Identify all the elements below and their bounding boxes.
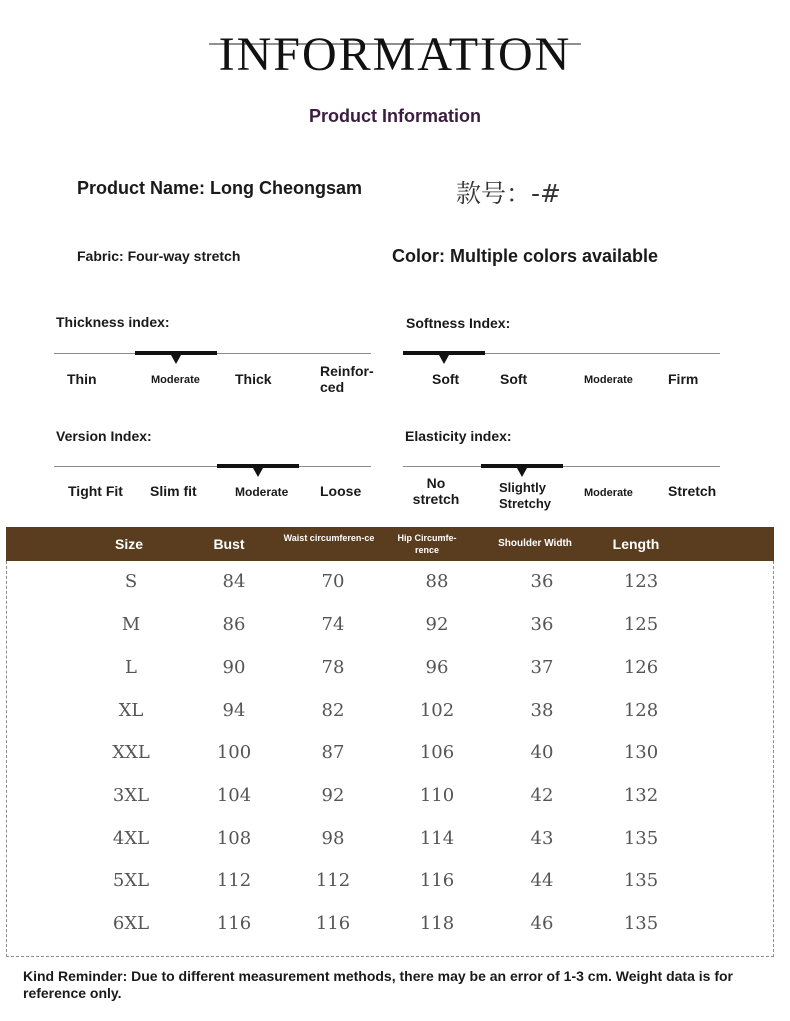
size-cell: M bbox=[121, 614, 141, 635]
measurement-cell: 128 bbox=[623, 700, 659, 721]
measurement-cell: 106 bbox=[419, 742, 455, 763]
measurement-cell: 38 bbox=[530, 700, 554, 721]
measurement-cell: 84 bbox=[222, 571, 246, 592]
version-pointer-icon bbox=[253, 468, 263, 477]
thickness-option: Moderate bbox=[151, 374, 200, 386]
size-cell: L bbox=[125, 657, 137, 678]
elasticity-option: Slightly Stretchy bbox=[499, 480, 552, 511]
measurement-cell: 110 bbox=[419, 785, 455, 806]
version-option: Tight Fit bbox=[68, 483, 123, 499]
page-subtitle: Product Information bbox=[309, 106, 481, 126]
product-name: Product Name: Long Cheongsam bbox=[77, 178, 363, 198]
size-cell: 6XL bbox=[112, 913, 150, 934]
size-cell: 4XL bbox=[112, 828, 150, 849]
kind-reminder: Kind Reminder: Due to different measurement methods, there may be an error of 1-3 cm. Weight data is for reference only. bbox=[23, 968, 733, 1001]
measurement-cell: 100 bbox=[216, 742, 252, 763]
measurement-cell: 104 bbox=[216, 785, 252, 806]
header-shoulder: Shoulder Width bbox=[498, 538, 572, 549]
thickness-option: Thick bbox=[235, 371, 272, 387]
measurement-cell: 87 bbox=[321, 742, 345, 763]
header-bust: Bust bbox=[213, 536, 245, 552]
measurement-cell: 98 bbox=[321, 828, 345, 849]
thickness-index-title: Thickness index: bbox=[56, 314, 170, 330]
softness-pointer-icon bbox=[439, 355, 449, 364]
elasticity-option: No stretch bbox=[412, 475, 460, 507]
version-option: Slim fit bbox=[150, 483, 197, 499]
thickness-option: Thin bbox=[67, 371, 97, 387]
measurement-cell: 126 bbox=[623, 657, 659, 678]
measurement-cell: 116 bbox=[216, 913, 252, 934]
measurement-cell: 70 bbox=[321, 571, 345, 592]
size-cell: 3XL bbox=[112, 785, 150, 806]
measurement-cell: 135 bbox=[623, 870, 659, 891]
measurement-cell: 118 bbox=[419, 913, 455, 934]
measurement-cell: 132 bbox=[623, 785, 659, 806]
measurement-cell: 92 bbox=[321, 785, 345, 806]
measurement-cell: 44 bbox=[530, 870, 554, 891]
thickness-option: Reinfor-ced bbox=[320, 363, 374, 395]
softness-option: Soft bbox=[500, 371, 528, 387]
measurement-cell: 36 bbox=[530, 614, 554, 635]
elasticity-index-title: Elasticity index: bbox=[405, 428, 512, 444]
measurement-cell: 116 bbox=[419, 870, 455, 891]
measurement-cell: 90 bbox=[222, 657, 246, 678]
measurement-cell: 42 bbox=[530, 785, 554, 806]
thickness-pointer-icon bbox=[171, 355, 181, 364]
measurement-cell: 94 bbox=[222, 700, 246, 721]
color-label: Color: Multiple colors available bbox=[392, 246, 659, 266]
header-length: Length bbox=[612, 536, 660, 552]
measurement-cell: 40 bbox=[530, 742, 554, 763]
model-number: 款号：-# bbox=[456, 179, 561, 208]
elasticity-option: Stretch bbox=[668, 483, 717, 499]
size-cell: XXL bbox=[112, 742, 150, 763]
logo-text: INFORMATION bbox=[218, 28, 572, 81]
measurement-cell: 43 bbox=[530, 828, 554, 849]
version-option: Loose bbox=[320, 483, 362, 499]
measurement-cell: 116 bbox=[315, 913, 351, 934]
measurement-cell: 102 bbox=[419, 700, 455, 721]
measurement-cell: 37 bbox=[530, 657, 554, 678]
measurement-cell: 46 bbox=[530, 913, 554, 934]
measurement-cell: 74 bbox=[321, 614, 345, 635]
size-table-header bbox=[6, 527, 774, 561]
version-option: Moderate bbox=[235, 485, 289, 499]
header-hip: Hip Circumfe-rence bbox=[397, 533, 457, 555]
softness-option: Moderate bbox=[584, 374, 633, 386]
measurement-cell: 86 bbox=[222, 614, 246, 635]
elasticity-pointer-icon bbox=[517, 468, 527, 477]
measurement-cell: 112 bbox=[315, 870, 351, 891]
version-scale-line bbox=[54, 466, 371, 467]
measurement-cell: 36 bbox=[530, 571, 554, 592]
size-cell: S bbox=[124, 571, 138, 592]
measurement-cell: 130 bbox=[623, 742, 659, 763]
version-index-title: Version Index: bbox=[56, 428, 152, 444]
measurement-cell: 123 bbox=[623, 571, 659, 592]
measurement-cell: 135 bbox=[623, 828, 659, 849]
measurement-cell: 112 bbox=[216, 870, 252, 891]
fabric-label: Fabric: Four-way stretch bbox=[77, 248, 241, 264]
measurement-cell: 92 bbox=[425, 614, 449, 635]
measurement-cell: 82 bbox=[321, 700, 345, 721]
header-size: Size bbox=[114, 536, 143, 552]
softness-option: Firm bbox=[668, 371, 699, 387]
measurement-cell: 125 bbox=[623, 614, 659, 635]
softness-option: Soft bbox=[432, 371, 460, 387]
measurement-cell: 88 bbox=[425, 571, 449, 592]
elasticity-option: Moderate bbox=[584, 487, 633, 499]
header-waist: Waist circumferen-ce bbox=[283, 533, 375, 543]
measurement-cell: 114 bbox=[419, 828, 455, 849]
measurement-cell: 96 bbox=[425, 657, 449, 678]
softness-index-title: Softness Index: bbox=[406, 315, 511, 331]
size-cell: XL bbox=[118, 700, 144, 721]
measurement-cell: 78 bbox=[321, 657, 345, 678]
measurement-cell: 135 bbox=[623, 913, 659, 934]
size-table-body bbox=[6, 561, 774, 957]
measurement-cell: 108 bbox=[216, 828, 252, 849]
size-cell: 5XL bbox=[112, 870, 150, 891]
information-logo bbox=[0, 22, 790, 84]
